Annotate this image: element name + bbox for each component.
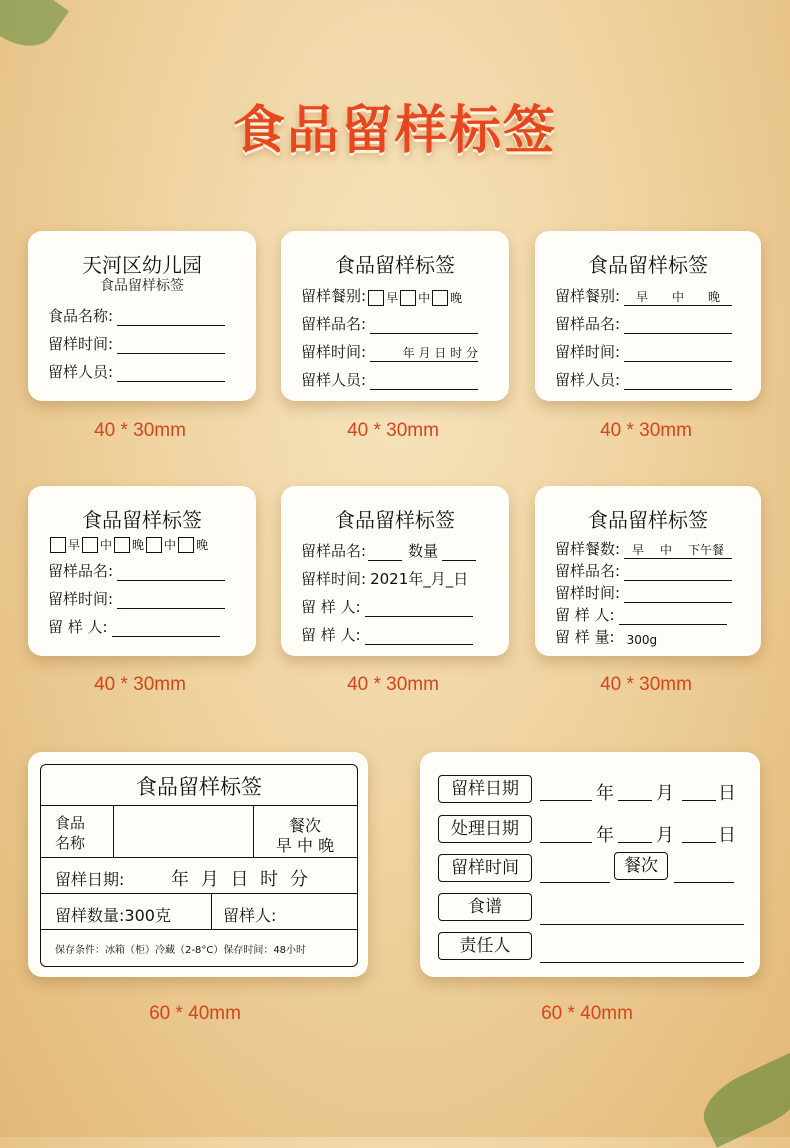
field-label: 留 样 人: xyxy=(301,626,361,644)
size-caption: 40 * 30mm xyxy=(347,674,439,695)
blank-line xyxy=(365,602,473,617)
responsible-label-box: 责任人 xyxy=(438,932,532,960)
field-row xyxy=(301,313,478,334)
meal-label: 餐次 xyxy=(288,816,321,835)
checkbox[interactable] xyxy=(178,537,194,553)
checkbox[interactable] xyxy=(50,537,66,553)
field-label: 留样品名: xyxy=(555,315,621,333)
blank-line xyxy=(117,594,225,609)
field-row xyxy=(555,604,727,625)
checkbox-label: 中 xyxy=(418,291,431,305)
date-units: 年 月 日 时 分 xyxy=(171,869,308,890)
table-divider xyxy=(211,893,212,929)
meal-option: 下午餐 xyxy=(688,543,725,557)
field-row xyxy=(555,582,732,603)
checkbox-label: 中 xyxy=(164,538,177,552)
field-label: 留 样 人: xyxy=(48,618,108,636)
field-row xyxy=(301,624,473,645)
unit-month: 月 xyxy=(656,783,674,804)
blank-line xyxy=(674,882,734,883)
blank-line xyxy=(112,622,220,637)
blank-line xyxy=(624,347,732,362)
field-label: 留样品名: xyxy=(301,315,367,333)
meal-label-box: 餐次 xyxy=(614,852,668,880)
card-subheading: 食品留样标签 xyxy=(100,278,184,294)
label-card-7 xyxy=(28,752,368,977)
label-table xyxy=(40,764,358,967)
field-row xyxy=(48,305,225,326)
checkbox-label: 晚 xyxy=(450,291,463,305)
meal-option: 中 xyxy=(672,290,685,304)
checkbox[interactable] xyxy=(114,537,130,553)
field-row xyxy=(48,361,225,382)
field-row xyxy=(48,588,225,609)
meal-option: 早 xyxy=(636,290,649,304)
table-divider xyxy=(113,805,114,857)
label-card-3 xyxy=(535,231,761,401)
blank-line xyxy=(368,546,402,561)
field-label: 留样时间: xyxy=(48,335,114,353)
table-divider xyxy=(41,857,357,858)
blank-line xyxy=(540,962,744,963)
blank-line xyxy=(624,566,732,581)
field-row xyxy=(555,313,732,334)
field-label: 留样餐数: xyxy=(555,540,621,558)
field-row xyxy=(301,341,478,362)
field-label: 留样时间: xyxy=(555,343,621,361)
blank-line xyxy=(117,566,225,581)
unit-day: 日 xyxy=(718,825,736,846)
blank-line xyxy=(370,375,478,390)
person-label: 留样人: xyxy=(223,906,277,925)
checkbox[interactable] xyxy=(400,290,416,306)
field-row xyxy=(555,538,732,559)
meal-option: 早 xyxy=(632,543,645,557)
checkbox-label: 中 xyxy=(100,538,113,552)
card-heading: 食品留样标签 xyxy=(82,508,202,532)
blank-line xyxy=(370,319,478,334)
blank-line xyxy=(540,924,744,925)
blank-line xyxy=(540,842,592,843)
field-label: 留 样 量: xyxy=(555,628,615,646)
field-label: 留样时间: xyxy=(301,570,367,588)
field-label: 留样人员: xyxy=(555,371,621,389)
card-heading: 食品留样标签 xyxy=(588,253,708,277)
field-row xyxy=(555,560,732,581)
field-row xyxy=(555,626,657,647)
field-label: 留样餐别: xyxy=(301,287,367,305)
table-divider xyxy=(41,893,357,894)
label-card-6 xyxy=(535,486,761,656)
recipe-label-box: 食谱 xyxy=(438,893,532,921)
blank-line xyxy=(624,375,732,390)
quantity-label: 数量 xyxy=(408,542,439,560)
size-caption: 60 * 40mm xyxy=(541,1003,633,1024)
amount-value: 300g xyxy=(626,633,658,647)
leaf-decoration xyxy=(694,1051,790,1147)
label-card-1 xyxy=(28,231,256,401)
blank-line xyxy=(624,319,732,334)
page-title: 食品留样标签 xyxy=(232,101,557,161)
field-row xyxy=(555,285,732,306)
blank-line xyxy=(624,588,732,603)
meal-options: 早 中 晚 xyxy=(275,836,335,855)
date-label: 留样日期: xyxy=(55,870,125,889)
field-row xyxy=(301,285,462,306)
blank-line xyxy=(442,546,476,561)
card-heading: 食品留样标签 xyxy=(136,775,262,799)
blank-line xyxy=(682,842,716,843)
blank-line xyxy=(365,630,473,645)
meal-options-line xyxy=(624,541,732,559)
table-divider xyxy=(41,929,357,930)
field-row xyxy=(48,333,225,354)
meal-options-line xyxy=(624,288,732,306)
label-card-5 xyxy=(281,486,509,656)
checkbox[interactable] xyxy=(432,290,448,306)
checkbox-row xyxy=(48,536,208,553)
unit-day: 日 xyxy=(718,783,736,804)
field-label: 留样餐别: xyxy=(555,287,621,305)
size-caption: 40 * 30mm xyxy=(600,674,692,695)
storage-note: 保存条件：冰箱（柜）冷藏（2-8°C）保存时间：48小时 xyxy=(55,945,307,956)
field-row xyxy=(48,560,225,581)
table-divider xyxy=(41,805,357,806)
qty-label xyxy=(55,903,171,926)
food-name-label: 食品 名称 xyxy=(55,814,86,852)
field-row xyxy=(301,540,476,561)
meal-option: 中 xyxy=(660,543,673,557)
qty-value: 300克 xyxy=(124,906,171,925)
checkbox[interactable] xyxy=(368,290,384,306)
checkbox-label: 早 xyxy=(386,291,399,305)
card-heading: 食品留样标签 xyxy=(335,508,455,532)
blank-line xyxy=(117,339,225,354)
meal-option: 晚 xyxy=(708,290,721,304)
size-caption: 40 * 30mm xyxy=(94,674,186,695)
date-label-box: 留样日期 xyxy=(438,775,532,803)
checkbox-label: 晚 xyxy=(132,538,145,552)
checkbox[interactable] xyxy=(82,537,98,553)
field-label: 食品名称: xyxy=(48,307,114,325)
unit-month: 月 xyxy=(656,825,674,846)
field-row xyxy=(301,568,468,589)
blank-line xyxy=(618,842,652,843)
leaf-decoration xyxy=(0,0,69,60)
field-label: 留样品名: xyxy=(301,542,367,560)
size-caption: 60 * 40mm xyxy=(149,1003,241,1024)
checkbox[interactable] xyxy=(146,537,162,553)
checkbox-label: 早 xyxy=(68,538,81,552)
field-row xyxy=(555,341,732,362)
label-card-4 xyxy=(28,486,256,656)
process-date-label-box: 处理日期 xyxy=(438,815,532,843)
checkbox-label: 晚 xyxy=(196,538,209,552)
blank-line xyxy=(682,800,716,801)
field-row xyxy=(555,369,732,390)
size-caption: 40 * 30mm xyxy=(94,420,186,441)
field-label: 留样人员: xyxy=(301,371,367,389)
size-caption: 40 * 30mm xyxy=(600,420,692,441)
blank-line xyxy=(618,800,652,801)
time-label-box: 留样时间 xyxy=(438,854,532,882)
field-label: 留样人员: xyxy=(48,363,114,381)
label-card-2 xyxy=(281,231,509,401)
card-heading: 食品留样标签 xyxy=(588,508,708,532)
field-label: 留 样 人: xyxy=(301,598,361,616)
size-caption: 40 * 30mm xyxy=(347,420,439,441)
field-label: 留样品名: xyxy=(555,562,621,580)
card-heading: 食品留样标签 xyxy=(335,253,455,277)
date-template: 2021年_月_日 xyxy=(370,570,469,588)
label-card-8 xyxy=(420,752,760,977)
field-row xyxy=(301,369,478,390)
unit-year: 年 xyxy=(596,783,614,804)
unit-year: 年 xyxy=(596,825,614,846)
field-label: 留样时间: xyxy=(48,590,114,608)
field-label: 留样时间: xyxy=(555,584,621,602)
field-label: 留样品名: xyxy=(48,562,114,580)
field-label: 留样时间: xyxy=(301,343,367,361)
field-row xyxy=(48,616,220,637)
field-row xyxy=(301,596,473,617)
blank-line xyxy=(540,882,610,883)
blank-line xyxy=(619,610,727,625)
blank-line xyxy=(540,800,592,801)
card-heading: 天河区幼儿园 xyxy=(82,253,202,277)
time-units-line: 年 月 日 时 分 xyxy=(370,344,478,362)
field-label: 留 样 人: xyxy=(555,606,615,624)
blank-line xyxy=(117,367,225,382)
qty-label-text: 留样数量: xyxy=(55,906,125,925)
blank-line xyxy=(117,311,225,326)
